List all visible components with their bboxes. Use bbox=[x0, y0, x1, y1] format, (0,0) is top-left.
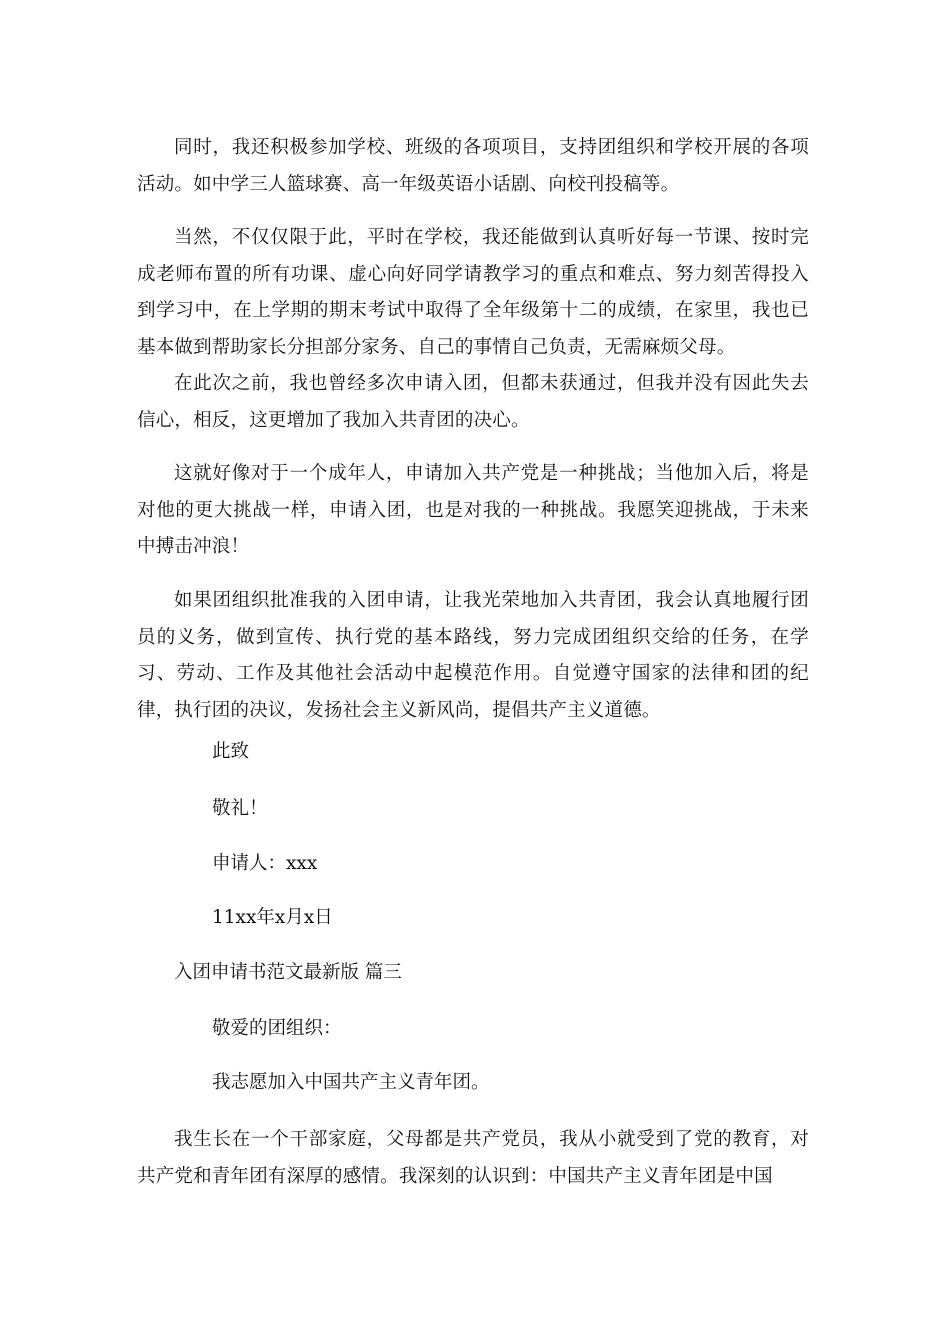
paragraph-study-habits: 当然，不仅仅限于此，平时在学校，我还能做到认真听好每一节课、按时完成老师布置的所有功课、虚心向好同学请教学习的重点和难点、努力刻苦得投入到学习中，在上学期的期末考试中取得了全年级第十二的成绩，在家里，我也已基本做到帮助家长分担部分家务、自己的事情自己负责，无需麻烦父母。 bbox=[137, 227, 809, 359]
closing-line: 此致 bbox=[212, 741, 250, 762]
paragraph-family-background: 我生长在一个干部家庭，父母都是共产党员，我从小就受到了党的教育，对共产党和青年团有深厚的感情。我深刻的认识到：中国共产主义青年团是中国 bbox=[137, 1129, 809, 1187]
paragraph-challenge: 这就好像对于一个成年人，申请加入共产党是一种挑战；当他加入后，将是对他的更大挑战一样，申请入团，也是对我的一种挑战。我愿笑迎挑战，于未来中搏击冲浪！ bbox=[137, 463, 809, 558]
statement-line: 我志愿加入中国共产主义青年团。 bbox=[212, 1072, 490, 1093]
salute-line: 敬礼！ bbox=[212, 798, 268, 819]
section-heading: 入团申请书范文最新版 篇三 bbox=[174, 962, 402, 983]
paragraph-previous-applications: 在此次之前，我也曾经多次申请入团，但都未获通过，但我并没有因此失去信心，相反，这更增加了我加入共青团的决心。 bbox=[137, 373, 809, 431]
greeting-line: 敬爱的团组织： bbox=[212, 1018, 342, 1039]
applicant-line: 申请人：xxx bbox=[212, 853, 318, 874]
date-line: 11xx年x月x日 bbox=[212, 907, 333, 928]
paragraph-activities: 同时，我还积极参加学校、班级的各项项目，支持团组织和学校开展的各项活动。如中学三人篮球赛、高一年级英语小话剧、向校刊投稿等。 bbox=[137, 137, 809, 195]
paragraph-commitment: 如果团组织批准我的入团申请，让我光荣地加入共青团，我会认真地履行团员的义务，做到宣传、执行党的基本路线，努力完成团组织交给的任务，在学习、劳动、工作及其他社会活动中起模范作用。自觉遵守国家的法律和团的纪律，执行团的决议，发扬社会主义新风尚，提倡共产主义道德。 bbox=[137, 590, 809, 722]
